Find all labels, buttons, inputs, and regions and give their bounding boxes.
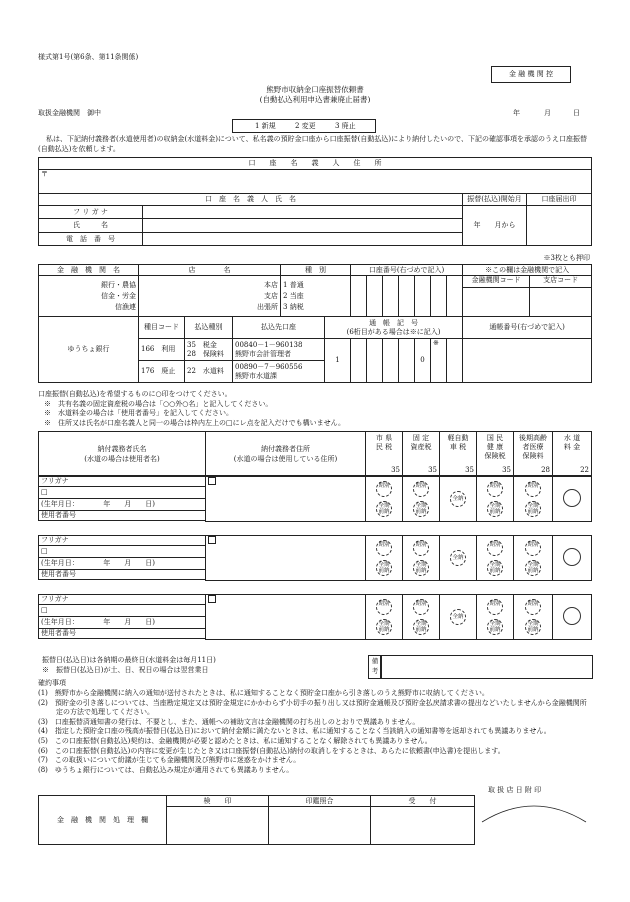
confirm-item: (4) 指定した預貯金口座の残高が振替日(払込日)において納付金額に満たないときは、私に通知することなく当該納入の通知書等を返却されても異議ありません。 xyxy=(38,727,551,736)
term-circle[interactable]: 期別 xyxy=(376,481,392,497)
payer-address-field[interactable] xyxy=(206,477,366,522)
kind-code-use[interactable]: 166 利用 xyxy=(139,339,185,361)
process-label: 金 融 機 関 処 理 欄 xyxy=(39,796,167,845)
name-label: 氏 名 xyxy=(39,219,143,233)
branch-header: 店 名 xyxy=(139,265,281,276)
notes xyxy=(38,390,345,428)
option-new[interactable]: 1 新規 xyxy=(255,122,276,130)
passbook-digit[interactable] xyxy=(447,339,463,383)
tax-header-property xyxy=(403,432,440,476)
term-cell[interactable] xyxy=(514,477,553,522)
term-cell[interactable] xyxy=(366,536,403,581)
option-box xyxy=(232,119,376,133)
payer-name-field[interactable] xyxy=(39,546,206,558)
tax-code: 28 xyxy=(541,465,550,474)
confirm-item: (5) この口座振替(自動払込)契約は、金融機関が必要と認めたときは、私に通知することなく解除されても異議ありません。 xyxy=(38,736,432,745)
tax-label: 軽自動 車 税 xyxy=(447,434,469,451)
confirm-title: 確約事項 xyxy=(38,679,66,687)
term-cell[interactable] xyxy=(514,536,553,581)
term-circle[interactable]: 期別 xyxy=(487,599,503,615)
start-month-header: 振替(払込)開始月 xyxy=(463,194,527,206)
same-as-holder-box[interactable]: □ xyxy=(41,547,48,556)
term-cell[interactable] xyxy=(403,536,440,581)
passbook-digit-0: 0 xyxy=(415,339,431,383)
addressee: 取扱金融機関 御中 xyxy=(38,109,101,117)
type-2: 2 当座 xyxy=(283,291,304,300)
start-month-label: 月から xyxy=(494,221,516,230)
payer-name-field[interactable] xyxy=(39,605,206,617)
term-circle[interactable]: 期別 xyxy=(525,481,541,497)
tax-header-elderly xyxy=(514,432,553,476)
payer-table xyxy=(38,431,592,476)
water-cell[interactable] xyxy=(553,477,592,522)
holder-table xyxy=(38,157,592,246)
stamp-arc xyxy=(478,794,590,824)
tax-label: 水 道 料 金 xyxy=(563,434,581,451)
tax-code: 35 xyxy=(502,465,511,474)
payer-name-header xyxy=(39,432,206,476)
transfer-date: 振替日(払込日)は各納期の最終日(水道料金は毎月11日) xyxy=(42,656,216,664)
term-circle[interactable]: 期別 xyxy=(525,540,541,556)
option-cancel[interactable]: 3 廃止 xyxy=(335,122,356,130)
term-cell[interactable] xyxy=(366,595,403,640)
inkan-header: 印鑑照合 xyxy=(269,796,371,807)
term-cell[interactable] xyxy=(366,477,403,522)
all-paid-circle[interactable]: 全期 前納 xyxy=(487,619,503,635)
furigana-label: フ リ ガ ナ xyxy=(39,206,143,219)
tax-label: 国 民 健 康 保険税 xyxy=(484,434,506,460)
branch-kind-2: 支店 xyxy=(264,291,279,300)
all-paid-circle[interactable]: 全期 前納 xyxy=(413,501,429,517)
payer-address-note: (水道の場合は使用している住所) xyxy=(233,454,338,463)
dest-2-number: 00890－7－960556 xyxy=(235,362,303,371)
passbook-digit-1: 1 xyxy=(325,339,351,383)
start-month-field[interactable] xyxy=(463,206,527,246)
kenin-field[interactable] xyxy=(167,807,269,845)
confirm-item: (6) この口座振替(自動払込)の内容に変更が生じたとき又は口座振替(自動払込)納付の取消しをするときは、あらたに依頼書(申込書)を提出します。 xyxy=(38,746,505,755)
term-circle[interactable]: 期別 xyxy=(487,540,503,556)
tax-header-vehicle xyxy=(440,432,477,476)
payer-row xyxy=(38,535,592,581)
yucho-label: ゆうちょ銀行 xyxy=(39,317,139,383)
phone-label: 電 話 番 号 xyxy=(39,233,143,246)
all-paid-circle[interactable]: 全期 前納 xyxy=(413,619,429,635)
payer-address-field[interactable] xyxy=(206,536,366,581)
term-circle[interactable]: 期別 xyxy=(413,481,429,497)
water-cell[interactable] xyxy=(553,536,592,581)
payer-address-header xyxy=(206,432,366,476)
tax-code: 22 xyxy=(580,465,589,474)
passbook-number-header: 通帳番号(右づめで記入) xyxy=(463,317,592,339)
all-paid-circle[interactable]: 全納 xyxy=(450,550,466,566)
payer-birth[interactable]: (生年月日： 年 月 日) xyxy=(39,558,206,570)
tax-label: 固 定 資産税 xyxy=(410,434,432,451)
note-1: 口座振替(自動払込)を希望するものに○印をつけてください。 xyxy=(38,390,232,398)
term-cell[interactable] xyxy=(440,477,477,522)
type-header: 種 別 xyxy=(281,265,351,276)
pay-type-water[interactable]: 22 水道料 xyxy=(185,361,233,383)
tax-code: 35 xyxy=(465,465,474,474)
bank-table xyxy=(38,264,592,383)
term-circle[interactable]: 期別 xyxy=(525,599,541,615)
dest-2 xyxy=(233,361,325,383)
passbook-label: 通 帳 記 号 xyxy=(369,318,419,327)
all-paid-circle[interactable]: 全期 前納 xyxy=(487,560,503,576)
all-paid-circle[interactable]: 全期 前納 xyxy=(525,560,541,576)
all-paid-circle[interactable]: 全期 前納 xyxy=(376,560,392,576)
tax-label: 市 県 民 税 xyxy=(375,434,393,451)
bank-kind-1: 銀行・農協 xyxy=(101,280,136,289)
term-cell[interactable] xyxy=(477,477,514,522)
name-field[interactable] xyxy=(143,219,463,233)
date-day: 日 xyxy=(573,109,580,117)
seal-field[interactable] xyxy=(527,206,592,246)
payer-row xyxy=(38,476,592,522)
account-digit[interactable] xyxy=(367,276,383,317)
payer-address-field[interactable] xyxy=(206,595,366,640)
passbook-digit[interactable] xyxy=(351,339,367,383)
water-cell[interactable] xyxy=(553,595,592,640)
payer-row xyxy=(38,594,592,640)
all-paid-circle[interactable]: 全納 xyxy=(450,609,466,625)
term-circle[interactable]: 期別 xyxy=(413,540,429,556)
row-spacer xyxy=(39,639,206,640)
tax-label: 後期高齢 者医療 保険料 xyxy=(519,434,547,460)
all-paid-circle[interactable]: 全期 前納 xyxy=(376,619,392,635)
pay-type-tax[interactable] xyxy=(185,339,233,361)
term-cell[interactable] xyxy=(514,595,553,640)
account-digit[interactable] xyxy=(399,276,415,317)
bank-code-cell xyxy=(463,276,592,317)
kenin-header: 検 印 xyxy=(167,796,269,807)
passbook-number-field[interactable] xyxy=(463,339,592,383)
tax-header-resident xyxy=(366,432,403,476)
holiday-note: ※ 振替日(払込日)が土、日、祝日の場合は翌営業日 xyxy=(42,666,209,674)
remarks-label: 備考 xyxy=(368,655,382,679)
note-4: ※ 住所又は氏名が口座名義人と同一の場合は枠内左上の□にレ点を記入だけでも構いません。 xyxy=(44,418,346,427)
date-month: 月 xyxy=(544,109,551,117)
bank-code-field[interactable] xyxy=(463,288,530,316)
dest-1 xyxy=(233,339,325,361)
confirm-item: (2) 預貯金の引き落しについては、当座勘定規定又は預貯金規定にかかわらず小切手の振り出し又は預貯金通帳及び預貯金払戻請求書の提出などいたしませんから金融機関所定の方法で処理してください。 xyxy=(38,698,587,717)
term-circle[interactable]: 期別 xyxy=(487,481,503,497)
same-as-holder-checkbox[interactable] xyxy=(208,477,216,485)
form-number: 様式第1号(第6条、第11条関係) xyxy=(38,53,139,61)
kind-code-header: 種目コード xyxy=(139,317,185,339)
dest-1-number: 00840－1－960138 xyxy=(235,340,303,349)
confirm-item: (8) ゆうちょ銀行については、自動払込み規定が適用されても異議ありません。 xyxy=(38,765,294,774)
all-paid-circle[interactable]: 全期 前納 xyxy=(376,501,392,517)
row-spacer xyxy=(39,580,206,581)
account-digit[interactable] xyxy=(383,276,399,317)
payer-user-no[interactable]: 使用者番号 xyxy=(39,511,206,521)
furigana-field[interactable] xyxy=(143,206,463,219)
account-type-cell[interactable] xyxy=(281,276,351,317)
water-circle[interactable] xyxy=(563,607,581,625)
same-as-holder-checkbox[interactable] xyxy=(208,536,216,544)
branch-kind-1: 本店 xyxy=(264,280,279,289)
pay-tax: 35 税金 xyxy=(187,340,217,349)
bank-kind-2: 信金・労金 xyxy=(101,291,136,300)
bank-code-label: 金融機関コード xyxy=(463,276,530,287)
term-cell[interactable] xyxy=(440,595,477,640)
branch-kind-cell[interactable] xyxy=(139,276,281,317)
term-cell[interactable] xyxy=(403,477,440,522)
water-circle[interactable] xyxy=(563,548,581,566)
same-as-holder-box[interactable]: □ xyxy=(41,488,48,497)
payer-name-field[interactable] xyxy=(39,487,206,499)
term-cell[interactable] xyxy=(477,595,514,640)
payer-name-note: (水道の場合は使用者名) xyxy=(84,454,160,463)
holder-address-header: 口 座 名 義 人 住 所 xyxy=(39,158,592,170)
note-2: ※ 共有名義の固定資産税の場合は「○○外○名」と記入してください。 xyxy=(44,399,273,408)
type-3: 3 納税 xyxy=(283,302,304,311)
same-as-holder-box[interactable]: □ xyxy=(41,606,48,615)
type-1: 1 普通 xyxy=(283,280,304,289)
intro-text: 私は、下記納付義務者(水道使用者)の収納金(水道料金)について、私名義の預貯金口座から口座振替(自動払込)により納付したいので、下記の確認事項を承認のうえ口座振替(自動払込)を依頼します。 xyxy=(38,135,587,153)
form-subtitle: (自動払込利用申込書兼廃止届書) xyxy=(259,95,371,104)
tax-code: 35 xyxy=(428,465,437,474)
payer-name-title: 納付義務者氏名 xyxy=(97,444,147,453)
phone-field[interactable] xyxy=(143,233,463,246)
tax-code: 35 xyxy=(391,465,400,474)
process-table xyxy=(38,795,475,845)
passbook-digit[interactable] xyxy=(367,339,383,383)
dest-2-name: 熊野市水道課 xyxy=(235,371,277,380)
transfer-date-box xyxy=(38,655,368,677)
payer-address-title: 納付義務者住所 xyxy=(261,444,310,453)
term-circle[interactable]: 期別 xyxy=(376,599,392,615)
payer-furigana-label: フリガナ xyxy=(39,595,206,605)
water-circle[interactable] xyxy=(563,489,581,507)
passbook-digit[interactable] xyxy=(383,339,399,383)
date-year: 年 xyxy=(513,109,520,117)
account-digit[interactable] xyxy=(351,276,367,317)
branch-code-label: 支店コード xyxy=(543,276,579,284)
dest-1-name: 熊野市会計管理者 xyxy=(235,349,291,358)
confirm-items xyxy=(38,689,590,775)
confirm-item: (7) この取扱いについて紛議が生じても金融機関及び熊野市に迷惑をかけません。 xyxy=(38,756,301,765)
form-title: 熊野市収納金口座振替依頼書 xyxy=(266,85,364,94)
account-digit[interactable] xyxy=(415,276,431,317)
term-circle[interactable]: 期別 xyxy=(413,599,429,615)
start-year-label: 年 xyxy=(473,221,481,230)
note-3: ※ 水道料金の場合は「使用者番号」を記入してください。 xyxy=(44,409,233,417)
account-digit[interactable] xyxy=(431,276,447,317)
term-circle[interactable]: 期別 xyxy=(376,540,392,556)
row-spacer xyxy=(39,521,206,522)
tax-header-health xyxy=(477,432,514,476)
confirm-item: (1) 熊野市から金融機関に納入の通知が送付されたときは、私に通知することなく預貯金口座から引き落しのうえ熊野市に収納してください。 xyxy=(38,689,489,697)
postal-mark: 〒 xyxy=(41,170,48,178)
uketsuke-header: 受 付 xyxy=(371,796,475,807)
pay-type-header: 払込種別 xyxy=(185,317,233,339)
payer-furigana-label: フリガナ xyxy=(39,536,206,546)
bank-copy-label: 金 融 機 関 控 xyxy=(491,66,571,83)
payer-furigana-label: フリガナ xyxy=(39,477,206,487)
pay-insurance: 28 保険料 xyxy=(187,349,224,358)
uketsuke-field[interactable] xyxy=(371,807,475,845)
all-paid-circle[interactable]: 全期 前納 xyxy=(525,619,541,635)
remarks-field[interactable] xyxy=(380,655,593,679)
same-as-holder-checkbox[interactable] xyxy=(208,595,216,603)
tax-header-water xyxy=(553,432,592,476)
inkan-field[interactable] xyxy=(269,807,371,845)
payer-user-no[interactable]: 使用者番号 xyxy=(39,629,206,639)
passbook-digit[interactable] xyxy=(399,339,415,383)
branch-stamp-label: 取 扱 店 日 附 印 xyxy=(488,786,542,794)
bank-kind-3: 信漁連 xyxy=(115,302,136,311)
term-cell[interactable] xyxy=(403,595,440,640)
all-paid-circle[interactable]: 全納 xyxy=(450,491,466,507)
all-paid-circle[interactable]: 全期 前納 xyxy=(487,501,503,517)
seal-note: ※3枚とも押印 xyxy=(543,254,590,262)
all-paid-circle[interactable]: 全期 前納 xyxy=(413,560,429,576)
holder-name-header: 口 座 名 義 人 氏 名 xyxy=(39,194,463,206)
payer-birth[interactable]: (生年月日： 年 月 日) xyxy=(39,617,206,629)
option-change[interactable]: 2 変更 xyxy=(295,122,316,130)
seal-header: 口座届出印 xyxy=(527,194,592,206)
dest-header: 払込先口座 xyxy=(233,317,325,339)
passbook-star[interactable]: ※ xyxy=(431,339,447,383)
term-cell[interactable] xyxy=(440,536,477,581)
branch-kind-3: 出張所 xyxy=(257,302,279,311)
payer-birth[interactable]: (生年月日： 年 月 日) xyxy=(39,499,206,511)
passbook-header xyxy=(325,317,463,339)
kind-code-cancel[interactable]: 176 廃止 xyxy=(139,361,185,383)
bank-name-header: 金 融 機 関 名 xyxy=(39,265,139,276)
account-digit[interactable] xyxy=(447,276,463,317)
bank-kind-cell[interactable] xyxy=(39,276,139,317)
holder-address-field[interactable] xyxy=(39,170,592,194)
term-cell[interactable] xyxy=(477,536,514,581)
confirm-item: (3) 口座振替済通知書の発行は、不要とし、また、通帳への補助文言は金融機関の打ち出しのとおりで異議ありません。 xyxy=(38,717,420,726)
passbook-note: (6桁目がある場合は※に記入) xyxy=(346,327,441,336)
all-paid-circle[interactable]: 全期 前納 xyxy=(525,501,541,517)
account-header: 口座番号(右づめで記入) xyxy=(351,265,463,276)
payer-user-no[interactable]: 使用者番号 xyxy=(39,570,206,580)
bank-use-header: ※この欄は金融機関で記入 xyxy=(463,265,592,276)
